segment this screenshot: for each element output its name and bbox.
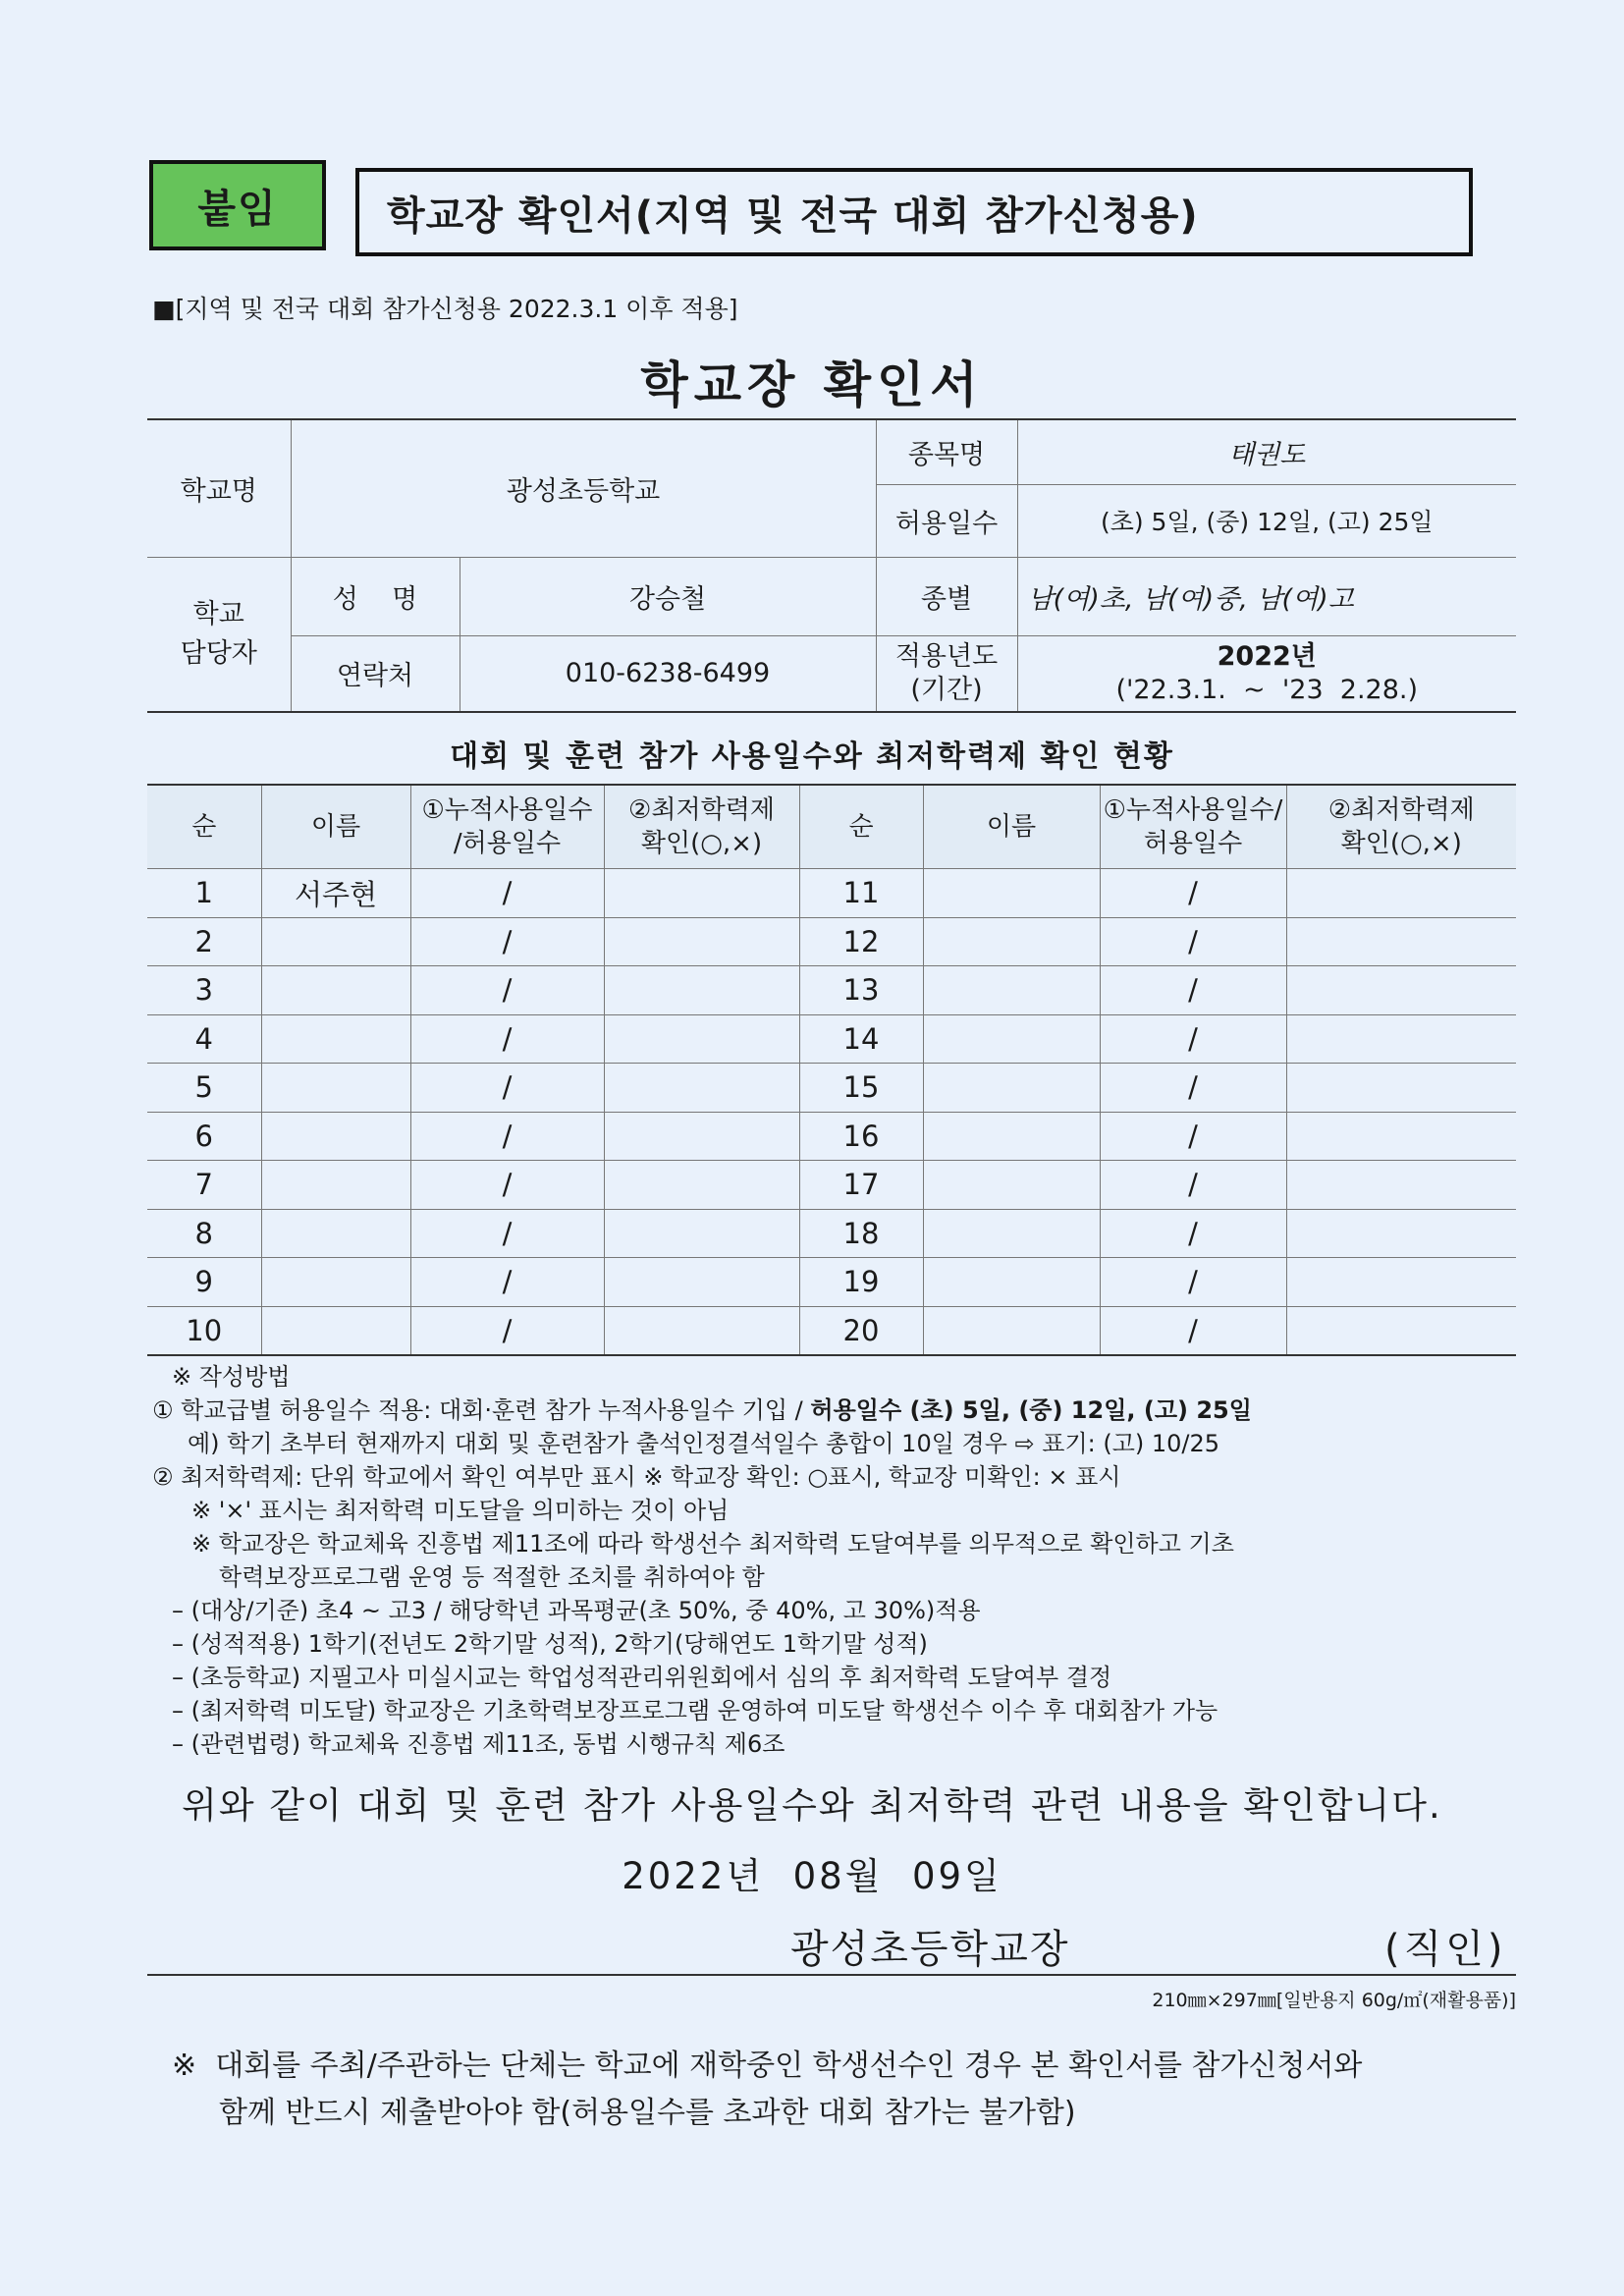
header-title: 학교장 확인서(지역 및 전국 대회 참가신청용) bbox=[355, 168, 1473, 256]
detail-laws: – (관련법령) 학교체육 진흥법 제11조, 동법 시행규칙 제6조 bbox=[172, 1730, 785, 1758]
row-name-right bbox=[923, 869, 1100, 918]
detail-elementary: – (초등학교) 지필고사 미실시교는 학업성적관리위원회에서 심의 후 최저학력 도달여부 결정 bbox=[172, 1664, 1112, 1691]
row-number: 1 bbox=[147, 869, 261, 918]
row-days: / bbox=[410, 966, 604, 1015]
col-number-right: 순 bbox=[799, 785, 923, 869]
row-number: 4 bbox=[147, 1014, 261, 1064]
detail-not-met: – (최저학력 미도달) 학교장은 기초학력보장프로그램 운영하여 미도달 학생선수 이수 후 대회참가 가능 bbox=[172, 1697, 1218, 1724]
row-name bbox=[261, 917, 410, 966]
row-days-right: / bbox=[1100, 1306, 1286, 1355]
row-days-right: / bbox=[1100, 917, 1286, 966]
row-days-right: / bbox=[1100, 1161, 1286, 1210]
table-row bbox=[147, 1258, 1516, 1307]
row-check bbox=[604, 917, 799, 966]
row-number-right: 17 bbox=[799, 1161, 923, 1210]
row-days: / bbox=[410, 1161, 604, 1210]
row-number-right: 14 bbox=[799, 1014, 923, 1064]
row-number-right: 18 bbox=[799, 1209, 923, 1258]
row-days-right: / bbox=[1100, 1112, 1286, 1161]
row-days: / bbox=[410, 1014, 604, 1064]
col-name-right: 이름 bbox=[923, 785, 1100, 869]
row-name bbox=[261, 1258, 410, 1307]
row-check bbox=[604, 869, 799, 918]
row-number-right: 15 bbox=[799, 1064, 923, 1113]
row-check-right bbox=[1286, 1258, 1516, 1307]
table-row bbox=[147, 1064, 1516, 1113]
application-note: ■[지역 및 전국 대회 참가신청용 2022.3.1 이후 적용] bbox=[152, 295, 738, 323]
detail-target: – (대상/기준) 초4 ~ 고3 / 해당학년 과목평균(초 50%, 중 40%, 고 30%)적용 bbox=[172, 1597, 981, 1624]
row-name bbox=[261, 1306, 410, 1355]
row-days: / bbox=[410, 1306, 604, 1355]
row-name-right bbox=[923, 1306, 1100, 1355]
allowed-days-label: 허용일수 bbox=[876, 484, 1017, 557]
writing-instructions bbox=[152, 1360, 1527, 1761]
row-check bbox=[604, 966, 799, 1015]
table-row bbox=[147, 869, 1516, 918]
row-number: 2 bbox=[147, 917, 261, 966]
issue-date: 2022년 08월 09일 bbox=[622, 1855, 1002, 1897]
roster-table bbox=[147, 784, 1516, 1356]
table-row bbox=[147, 1112, 1516, 1161]
detail-grades: – (성적적용) 1학기(전년도 2학기말 성적), 2학기(당해연도 1학기말 성적) bbox=[172, 1630, 928, 1658]
table-row bbox=[147, 1306, 1516, 1355]
row-number-right: 13 bbox=[799, 966, 923, 1015]
row-days-right: / bbox=[1100, 1014, 1286, 1064]
col-check-right: ②최저학력제 확인(○,×) bbox=[1286, 785, 1516, 869]
row-check bbox=[604, 1258, 799, 1307]
row-number: 10 bbox=[147, 1306, 261, 1355]
col-check: ②최저학력제 확인(○,×) bbox=[604, 785, 799, 869]
row-number: 8 bbox=[147, 1209, 261, 1258]
row-name bbox=[261, 966, 410, 1015]
row-number: 6 bbox=[147, 1112, 261, 1161]
row-name-right bbox=[923, 1014, 1100, 1064]
school-value: 광성초등학교 bbox=[291, 419, 876, 557]
note-2-a: ※ '×' 표시는 최저학력 미도달을 의미하는 것이 아님 bbox=[191, 1497, 730, 1524]
note-2-b: ※ 학교장은 학교체육 진흥법 제11조에 따라 학생선수 최저학력 도달여부를 의무적으로 확인하고 기초 bbox=[191, 1530, 1234, 1558]
row-check-right bbox=[1286, 1306, 1516, 1355]
table-row bbox=[147, 966, 1516, 1015]
row-number-right: 16 bbox=[799, 1112, 923, 1161]
row-name-right bbox=[923, 1064, 1100, 1113]
note-1-example: 예) 학기 초부터 현재까지 대회 및 훈련참가 출석인정결석일수 총합이 10일 경우 ⇨ 표기: (고) 10/25 bbox=[188, 1430, 1220, 1457]
note-2: ② 최저학력제: 단위 학교에서 확인 여부만 표시 ※ 학교장 확인: ○표시, 학교장 미확인: × 표시 bbox=[152, 1463, 1121, 1491]
name-value: 강승철 bbox=[460, 557, 876, 635]
row-days-right: / bbox=[1100, 1258, 1286, 1307]
row-check-right bbox=[1286, 966, 1516, 1015]
row-check-right bbox=[1286, 917, 1516, 966]
contact-label: 연락처 bbox=[291, 635, 460, 712]
event-label: 종목명 bbox=[876, 419, 1017, 484]
divider bbox=[147, 1974, 1516, 1976]
row-number: 9 bbox=[147, 1258, 261, 1307]
row-days: / bbox=[410, 1112, 604, 1161]
school-label: 학교명 bbox=[147, 419, 291, 557]
signer-name: 광성초등학교장 bbox=[790, 1927, 1070, 1972]
contact-value: 010-6238-6499 bbox=[460, 635, 876, 712]
row-check-right bbox=[1286, 1112, 1516, 1161]
row-days-right: / bbox=[1100, 1209, 1286, 1258]
row-number-right: 12 bbox=[799, 917, 923, 966]
row-days-right: / bbox=[1100, 1064, 1286, 1113]
row-days: / bbox=[410, 1258, 604, 1307]
row-number-right: 20 bbox=[799, 1306, 923, 1355]
row-check-right bbox=[1286, 1014, 1516, 1064]
row-name bbox=[261, 1112, 410, 1161]
official-seal-label: (직인) bbox=[1384, 1927, 1507, 1972]
row-number-right: 11 bbox=[799, 869, 923, 918]
col-days-right: ①누적사용일수/ 허용일수 bbox=[1100, 785, 1286, 869]
row-name bbox=[261, 1014, 410, 1064]
type-value: 남(여)초, 남(여)중, 남(여)고 bbox=[1017, 557, 1516, 635]
row-days-right: / bbox=[1100, 966, 1286, 1015]
row-check-right bbox=[1286, 1161, 1516, 1210]
confirmation-statement: 위와 같이 대회 및 훈련 참가 사용일수와 최저학력 관련 내용을 확인합니다. bbox=[182, 1784, 1442, 1827]
row-name-right bbox=[923, 1258, 1100, 1307]
footer-note: ※ 대회를 주최/주관하는 단체는 학교에 재학중인 학생선수인 경우 본 확인서를 참가신청서와 함께 반드시 제출받아야 함(허용일수를 초과한 대회 참가는 불가함) bbox=[172, 2049, 1363, 2130]
note-2-b-cont: 학력보장프로그램 운영 등 적절한 조치를 취하여야 함 bbox=[219, 1563, 765, 1591]
row-days: / bbox=[410, 1064, 604, 1113]
year-label: 적용년도 (기간) bbox=[876, 635, 1017, 712]
col-number: 순 bbox=[147, 785, 261, 869]
table-row bbox=[147, 1209, 1516, 1258]
row-days-right: / bbox=[1100, 869, 1286, 918]
table-row bbox=[147, 1014, 1516, 1064]
col-name: 이름 bbox=[261, 785, 410, 869]
table-row bbox=[147, 1161, 1516, 1210]
row-name-right bbox=[923, 1112, 1100, 1161]
row-check bbox=[604, 1064, 799, 1113]
attachment-tag: 붙임 bbox=[149, 160, 326, 250]
row-check bbox=[604, 1014, 799, 1064]
row-name bbox=[261, 1209, 410, 1258]
info-table bbox=[147, 418, 1516, 713]
year-value: 2022년 ('22.3.1. ~ '23 2.28.) bbox=[1017, 635, 1516, 712]
row-check-right bbox=[1286, 1064, 1516, 1113]
row-name: 서주현 bbox=[261, 869, 410, 918]
row-number-right: 19 bbox=[799, 1258, 923, 1307]
row-number: 5 bbox=[147, 1064, 261, 1113]
allowed-days-value: (초) 5일, (중) 12일, (고) 25일 bbox=[1017, 484, 1516, 557]
section-title: 대회 및 훈련 참가 사용일수와 최저학력제 확인 현황 bbox=[450, 739, 1174, 774]
row-check-right bbox=[1286, 869, 1516, 918]
table-row bbox=[147, 917, 1516, 966]
row-name-right bbox=[923, 966, 1100, 1015]
row-check bbox=[604, 1209, 799, 1258]
name-label: 성 명 bbox=[291, 557, 460, 635]
type-label: 종별 bbox=[876, 557, 1017, 635]
note-1: ① 학교급별 허용일수 적용: 대회·훈련 참가 누적사용일수 기입 / 허용일수 (초) 5일, (중) 12일, (고) 25일 bbox=[152, 1396, 1252, 1424]
event-value: 태권도 bbox=[1017, 419, 1516, 484]
row-days: / bbox=[410, 1209, 604, 1258]
col-days: ①누적사용일수 /허용일수 bbox=[410, 785, 604, 869]
row-number: 3 bbox=[147, 966, 261, 1015]
row-check bbox=[604, 1306, 799, 1355]
row-check-right bbox=[1286, 1209, 1516, 1258]
row-name-right bbox=[923, 1209, 1100, 1258]
row-name-right bbox=[923, 1161, 1100, 1210]
row-days: / bbox=[410, 917, 604, 966]
row-check bbox=[604, 1112, 799, 1161]
notes-heading: ※ 작성방법 bbox=[172, 1363, 291, 1391]
row-name bbox=[261, 1161, 410, 1210]
row-number: 7 bbox=[147, 1161, 261, 1210]
paper-spec: 210㎜×297㎜[일반용지 60g/㎡(재활용품)] bbox=[1152, 1990, 1516, 2011]
document-title: 학교장 확인서 bbox=[640, 356, 984, 413]
manager-label: 학교 담당자 bbox=[147, 557, 291, 712]
row-name bbox=[261, 1064, 410, 1113]
row-name-right bbox=[923, 917, 1100, 966]
row-days: / bbox=[410, 869, 604, 918]
row-check bbox=[604, 1161, 799, 1210]
